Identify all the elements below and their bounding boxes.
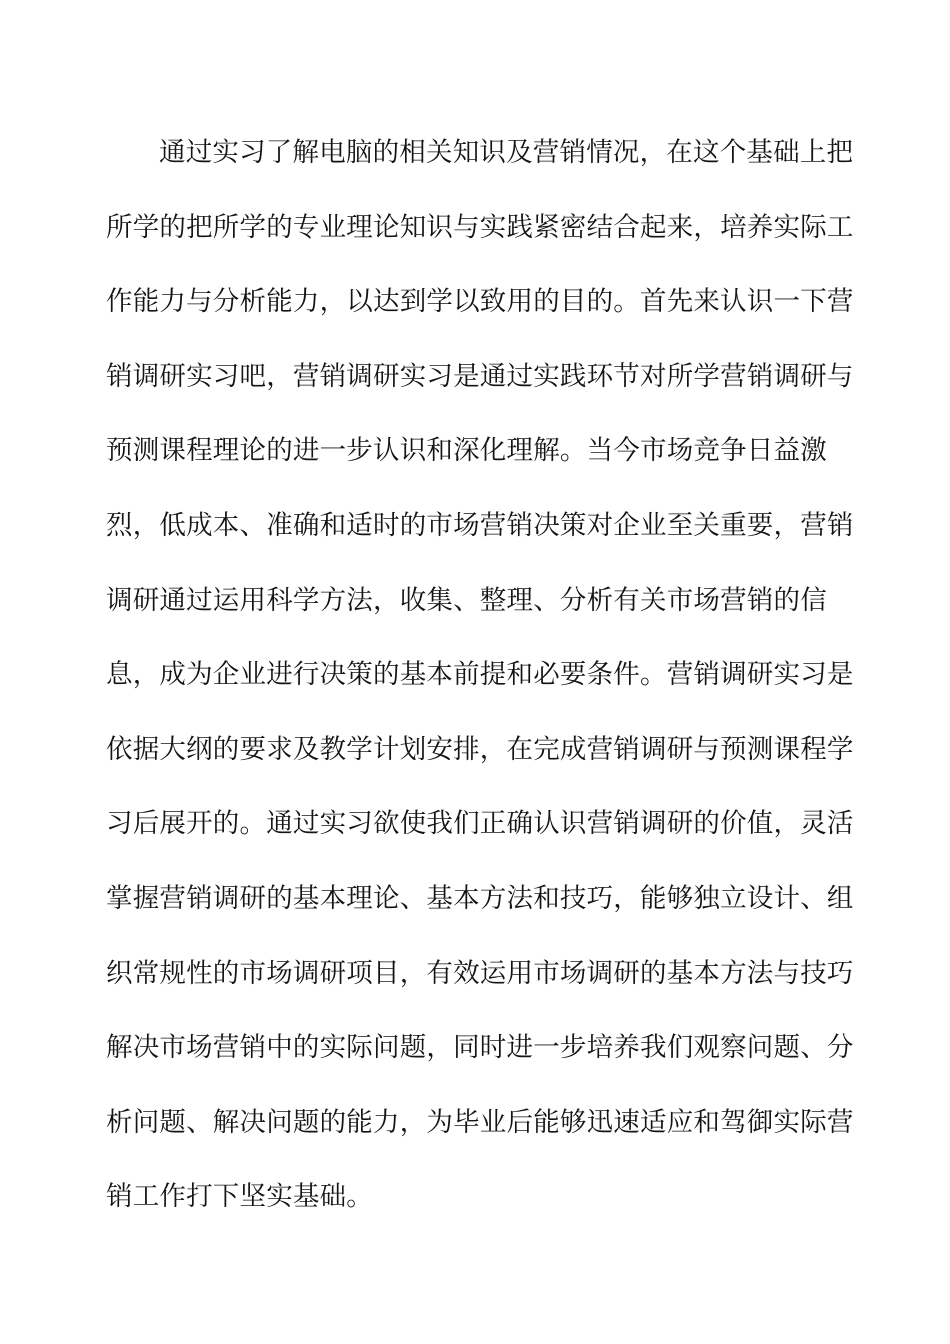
paragraph-line: 依据大纲的要求及教学计划安排，在完成营销调研与预测课程学 — [106, 733, 854, 765]
paragraph-line: 织常规性的市场调研项目，有效运用市场调研的基本方法与技巧 — [106, 957, 854, 989]
paragraph-line: 所学的把所学的专业理论知识与实践紧密结合起来，培养实际工 — [106, 211, 854, 243]
paragraph-line: 烈，低成本、准确和适时的市场营销决策对企业至关重要，营销 — [106, 509, 854, 541]
paragraph-line: 作能力与分析能力，以达到学以致用的目的。首先来认识一下营 — [106, 286, 854, 318]
paragraph-line: 息，成为企业进行决策的基本前提和必要条件。营销调研实习是 — [106, 659, 854, 691]
paragraph-line: 掌握营销调研的基本理论、基本方法和技巧，能够独立设计、组 — [106, 882, 854, 914]
paragraph-line: 预测课程理论的进一步认识和深化理解。当今市场竞争日益激 — [106, 435, 827, 467]
body-paragraph — [106, 127, 854, 1246]
paragraph-line: 习后展开的。通过实习欲使我们正确认识营销调研的价值，灵活 — [106, 808, 854, 840]
paragraph-line: 销调研实习吧，营销调研实习是通过实践环节对所学营销调研与 — [106, 360, 854, 392]
paragraph-line: 解决市场营销中的实际问题，同时进一步培养我们观察问题、分 — [106, 1032, 854, 1064]
paragraph-line: 销工作打下坚实基础。 — [106, 1181, 373, 1213]
paragraph-line: 通过实习了解电脑的相关知识及营销情况，在这个基础上把 — [159, 137, 854, 168]
paragraph-line: 析问题、解决问题的能力，为毕业后能够迅速适应和驾御实际营 — [106, 1106, 854, 1138]
paragraph-line: 调研通过运用科学方法，收集、整理、分析有关市场营销的信 — [106, 584, 827, 616]
